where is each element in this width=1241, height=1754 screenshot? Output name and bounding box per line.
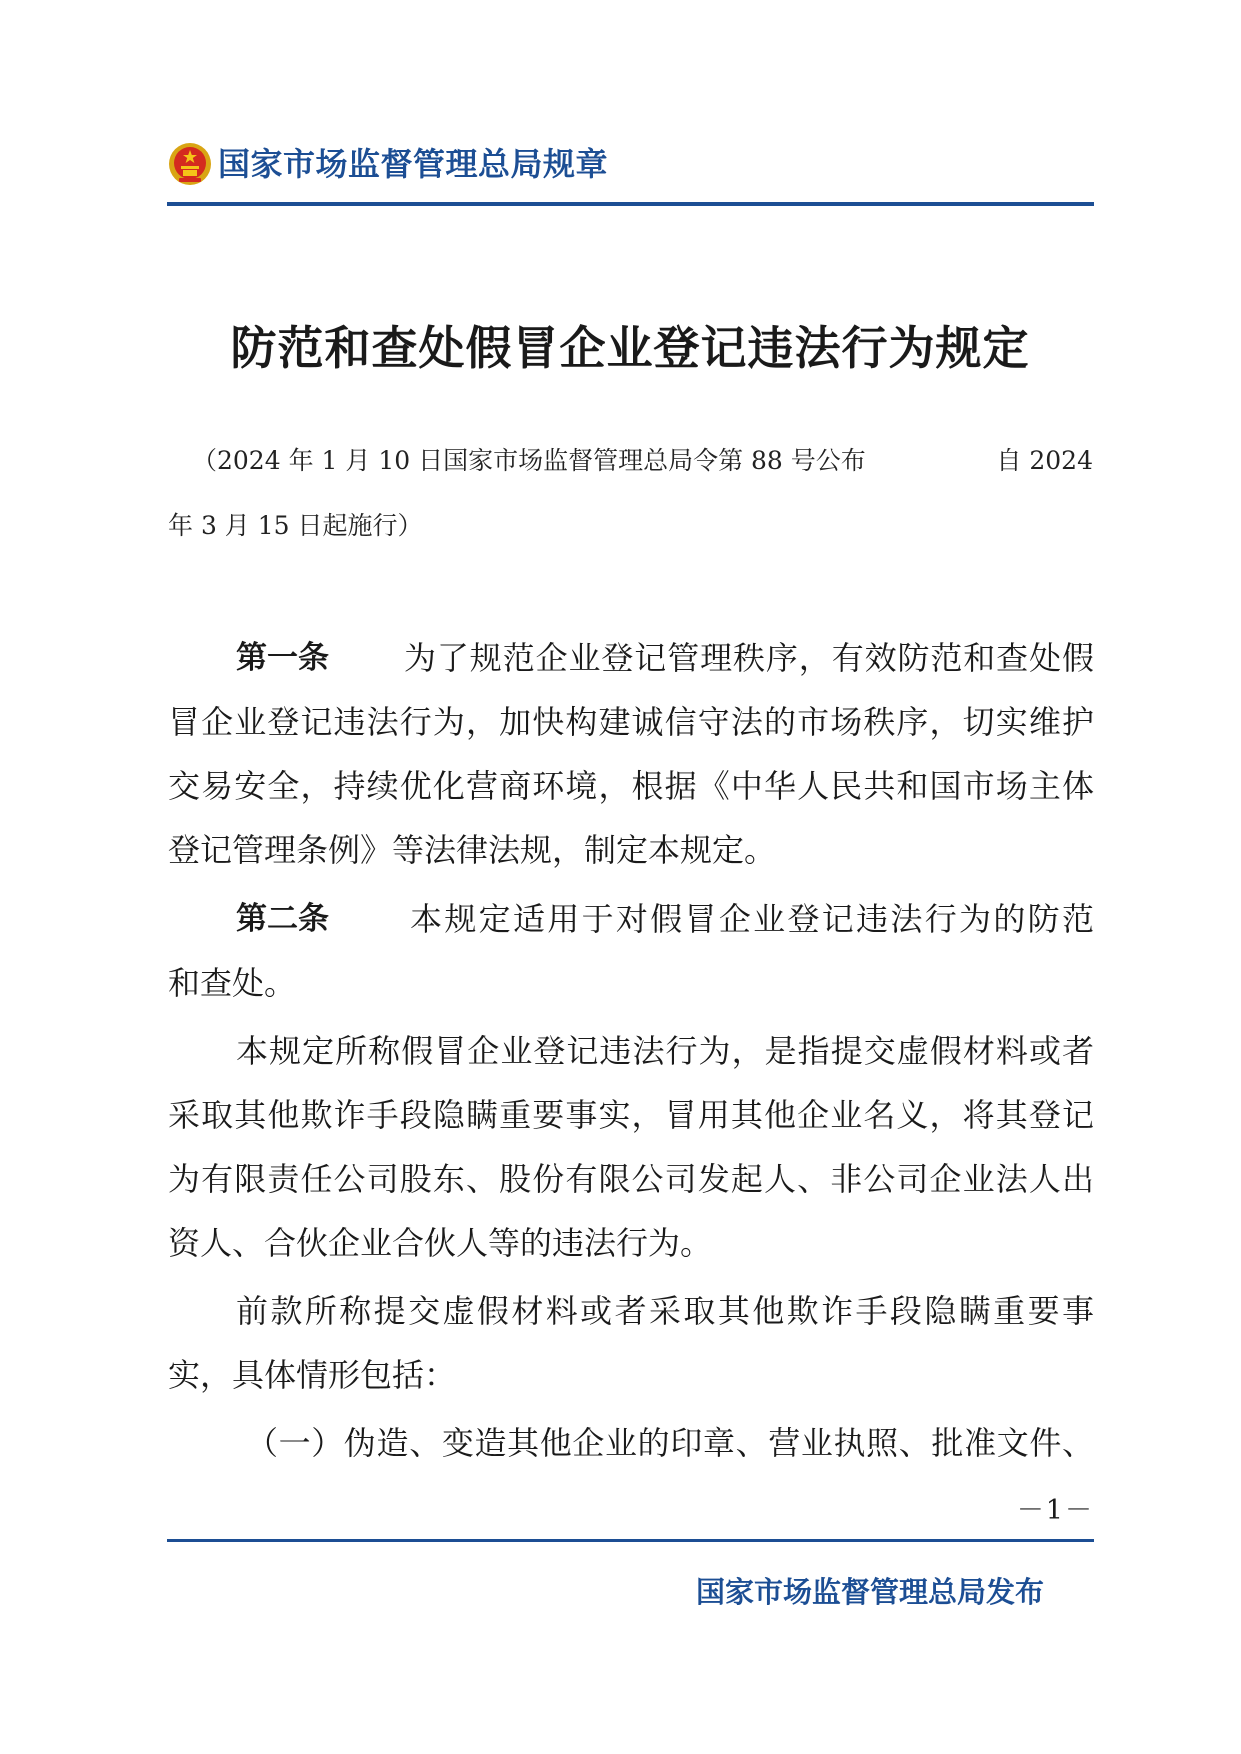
article-1-number: 第一条	[236, 640, 329, 676]
article-1-line: 冒企业登记违法行为，加快构建诚信守法的市场秩序，切实维护	[168, 703, 1094, 741]
paragraph-line: 资人、合伙企业合伙人等的违法行为。	[168, 1224, 713, 1262]
article-1-line: 为了规范企业登记管理秩序，有效防范和查处假	[404, 639, 1094, 677]
promulgation-note-line-1: （2024 年 1 月 10 日国家市场监督管理总局令第 88 号公布	[192, 446, 866, 475]
paragraph-line: 采取其他欺诈手段隐瞒重要事实，冒用其他企业名义，将其登记	[168, 1096, 1094, 1134]
paragraph-line: 前款所称提交虚假材料或者采取其他欺诈手段隐瞒重要事	[236, 1292, 1094, 1330]
document-title: 防范和查处假冒企业登记违法行为规定	[230, 321, 1030, 375]
national-emblem-icon	[168, 142, 212, 186]
promulgation-note-line-2: 年 3 月 15 日起施行）	[168, 511, 423, 540]
list-item-line: （一）伪造、变造其他企业的印章、营业执照、批准文件、	[246, 1424, 1094, 1462]
footer-publisher: 国家市场监督管理总局发布	[695, 1575, 1044, 1609]
footer-divider	[167, 1539, 1094, 1542]
article-2-line: 和查处。	[168, 964, 297, 1002]
paragraph-line: 为有限责任公司股东、股份有限公司发起人、非公司企业法人出	[168, 1160, 1094, 1198]
article-1-line: 交易安全，持续优化营商环境，根据《中华人民共和国市场主体	[168, 767, 1094, 805]
page-number: －1－	[1016, 1495, 1094, 1526]
paragraph-line: 本规定所称假冒企业登记违法行为，是指提交虚假材料或者	[236, 1032, 1094, 1070]
article-2-number: 第二条	[236, 901, 329, 937]
article-2-line: 本规定适用于对假冒企业登记违法行为的防范	[410, 900, 1094, 938]
header-title: 国家市场监督管理总局规章	[218, 145, 609, 183]
header-divider	[167, 202, 1094, 206]
promulgation-note-line-1-end: 自 2024	[996, 446, 1093, 475]
paragraph-line: 实，具体情形包括：	[168, 1356, 457, 1394]
article-1-line: 登记管理条例》等法律法规，制定本规定。	[168, 831, 777, 869]
